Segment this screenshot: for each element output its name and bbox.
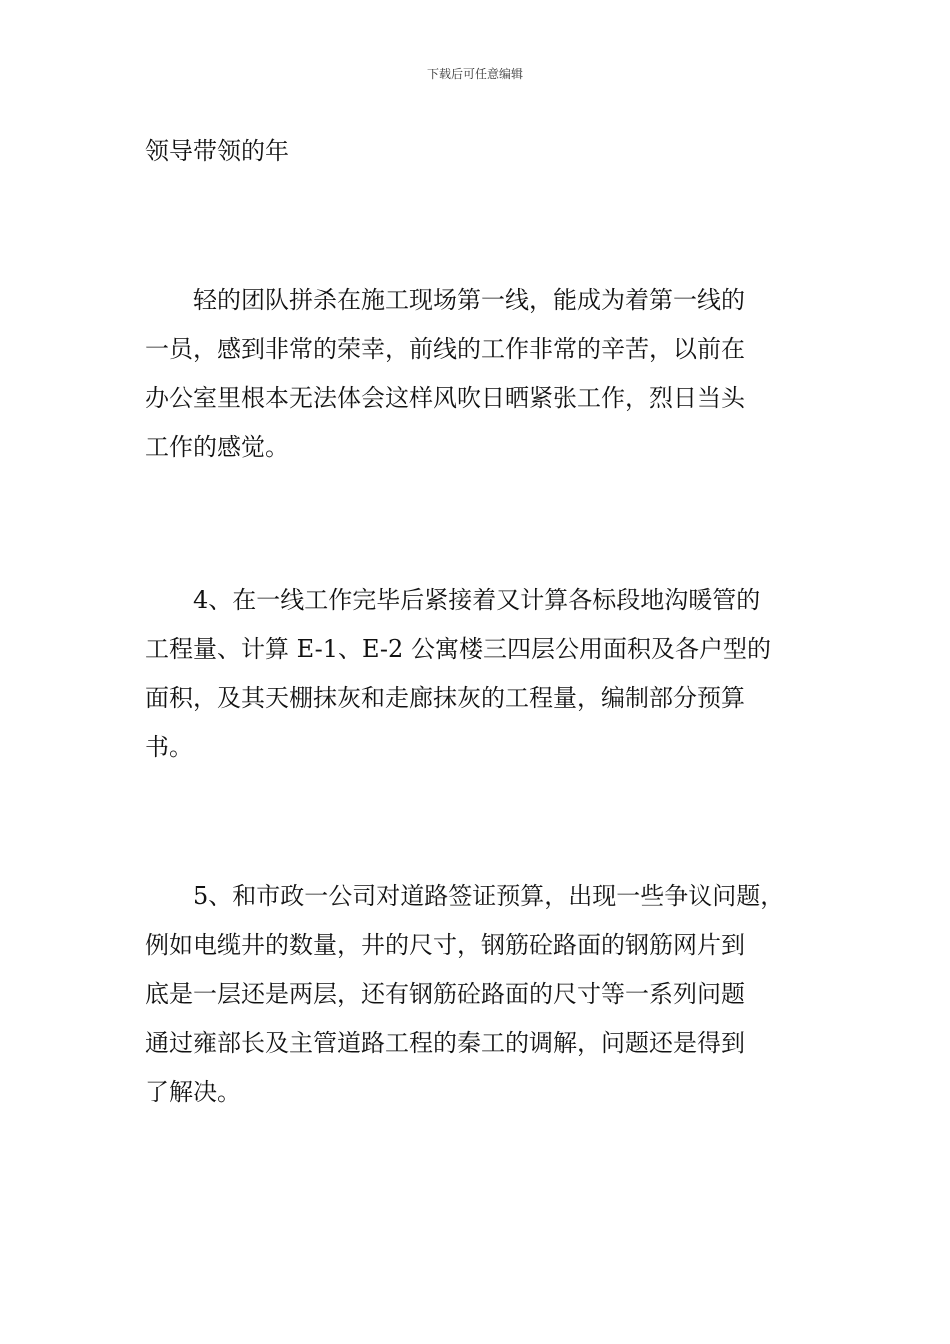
paragraph-line: 工作的感觉。 (145, 433, 289, 461)
paragraph-line: 例如电缆井的数量，井的尺寸，钢筋砼路面的钢筋网片到 (145, 931, 745, 959)
paragraph-2 (145, 276, 810, 472)
paragraph-line: 工程量、计算 E-1、E-2 公寓楼三四层公用面积及各户型的 (145, 635, 771, 663)
paragraph-line: 了解决。 (145, 1078, 241, 1106)
paragraph-1 (145, 127, 810, 176)
paragraph-line: 领导带领的年 (145, 137, 289, 165)
paragraph-line: 5、和市政一公司对道路签证预算，出现一些争议问题， (193, 882, 785, 910)
paragraph-3 (145, 576, 810, 772)
paragraph-line: 4、在一线工作完毕后紧接着又计算各标段地沟暖管的 (193, 586, 761, 614)
paragraph-4 (145, 872, 810, 1117)
paragraph-line: 通过雍部长及主管道路工程的秦工的调解，问题还是得到 (145, 1029, 745, 1057)
page-header: 下载后可任意编辑 (426, 67, 523, 81)
paragraph-line: 底是一层还是两层，还有钢筋砼路面的尺寸等一系列问题 (145, 980, 745, 1008)
paragraph-line: 轻的团队拼杀在施工现场第一线，能成为着第一线的 (193, 286, 745, 314)
paragraph-line: 书。 (145, 733, 193, 761)
paragraph-line: 一员，感到非常的荣幸，前线的工作非常的辛苦，以前在 (145, 335, 745, 363)
paragraph-line: 办公室里根本无法体会这样风吹日晒紧张工作，烈日当头 (145, 384, 745, 412)
paragraph-line: 面积，及其天棚抹灰和走廊抹灰的工程量，编制部分预算 (145, 684, 745, 712)
